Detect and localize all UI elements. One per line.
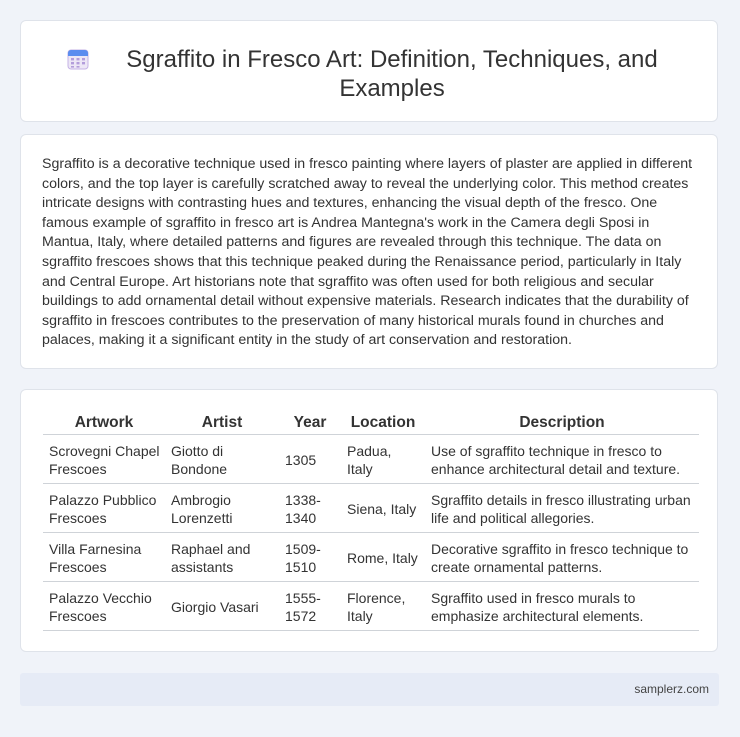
- cell-description: Sgraffito details in fresco illustrating urban life and political allegories.: [425, 484, 699, 533]
- calendar-icon: [66, 47, 90, 71]
- cell-artist: Giotto di Bondone: [165, 435, 279, 484]
- column-header-year: Year: [279, 412, 341, 435]
- table-row: [43, 484, 699, 533]
- cell-artwork: Villa Farnesina Frescoes: [43, 533, 165, 582]
- cell-artist: Giorgio Vasari: [165, 582, 279, 631]
- cell-location: Florence, Italy: [341, 582, 425, 631]
- cell-location: Siena, Italy: [341, 484, 425, 533]
- table-card: [20, 389, 718, 652]
- cell-year: 1338-1340: [279, 484, 341, 533]
- column-header-artist: Artist: [165, 412, 279, 435]
- cell-location: Padua, Italy: [341, 435, 425, 484]
- cell-description: Use of sgraffito technique in fresco to enhance architectural detail and texture.: [425, 435, 699, 484]
- cell-year: 1305: [279, 435, 341, 484]
- artworks-table: [43, 412, 699, 631]
- cell-artwork: Palazzo Vecchio Frescoes: [43, 582, 165, 631]
- cell-artist: Ambrogio Lorenzetti: [165, 484, 279, 533]
- cell-description: Sgraffito used in fresco murals to emphasize architectural elements.: [425, 582, 699, 631]
- cell-description: Decorative sgraffito in fresco technique to create ornamental patterns.: [425, 533, 699, 582]
- cell-location: Rome, Italy: [341, 533, 425, 582]
- column-header-artwork: Artwork: [43, 412, 165, 435]
- cell-year: 1555-1572: [279, 582, 341, 631]
- column-header-description: Description: [425, 412, 699, 435]
- cell-artwork: Palazzo Pubblico Frescoes: [43, 484, 165, 533]
- description-text: Sgraffito is a decorative technique used in fresco painting where layers of plaster are applied in different colors, and the top layer is carefully scratched away to reveal the underlying color. This method creates intricate designs with contrasting hues and textures, enhancing the visual depth of the fresco. One famous example of sgraffito in fresco art is Andrea Mantegna's work in the Camera degli Sposi in Mantua, Italy, where detailed patterns and figures are revealed through this technique. The data on sgraffito frescoes shows that this technique peaked during the Renaissance period, particularly in Italy and Central Europe. Art historians note that sgraffito was often used for both religious and secular buildings to add ornamental detail without expensive materials. Research indicates that the durability of sgraffito in frescoes contributes to the preservation of many historical murals found in churches and palaces, making it a significant entity in the study of art conservation and restoration.: [42, 156, 693, 349]
- title-card: [20, 20, 718, 122]
- table-row: [43, 582, 699, 631]
- table-header-row: [43, 412, 699, 435]
- cell-year: 1509-1510: [279, 533, 341, 582]
- page-title: Sgraffito in Fresco Art: Definition, Techniques, and Examples: [126, 46, 658, 102]
- column-header-location: Location: [341, 412, 425, 435]
- cell-artist: Raphael and assistants: [165, 533, 279, 582]
- footer-bar: [20, 673, 719, 706]
- cell-artwork: Scrovegni Chapel Frescoes: [43, 435, 165, 484]
- table-row: [43, 533, 699, 582]
- table-row: [43, 435, 699, 484]
- description-card: [20, 134, 718, 369]
- footer-site-link[interactable]: samplerz.com: [634, 682, 709, 696]
